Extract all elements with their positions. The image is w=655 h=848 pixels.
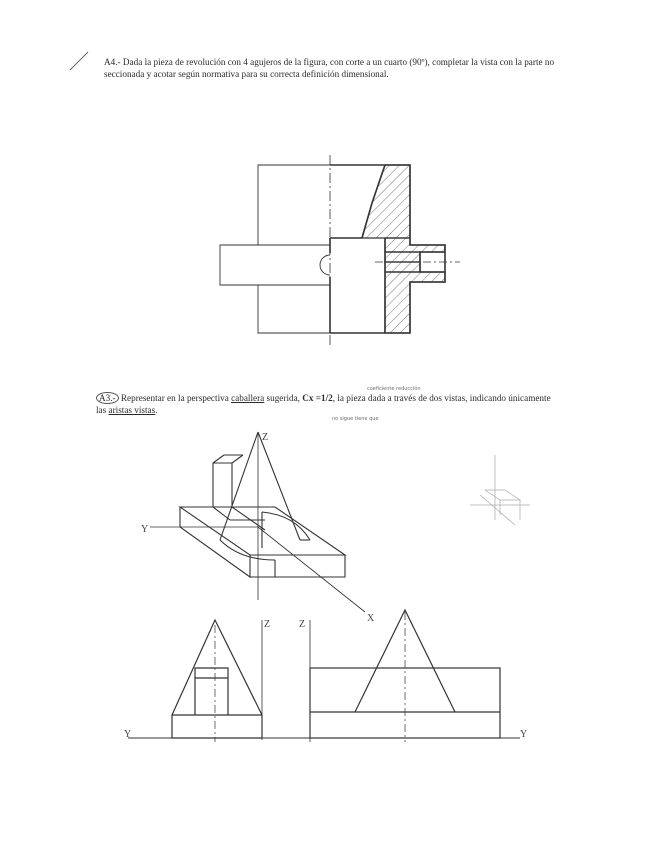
- front-view: [310, 610, 500, 742]
- label-z-front: Z: [299, 619, 306, 630]
- persp-back-block: [213, 455, 265, 530]
- label-x-persp: X: [367, 613, 375, 624]
- handwritten-note-bottom: no sigue tiene que: [332, 416, 379, 422]
- a4-section-drawing: [220, 155, 460, 345]
- pencil-stroke: [70, 52, 88, 70]
- exercise-a3-label: A3.-: [96, 392, 119, 404]
- exercise-a3-text-after: , la pieza dada a través de dos vistas, indicando únicamente las: [96, 393, 551, 415]
- exercise-a3-underlined-1: caballera: [231, 393, 265, 403]
- handwritten-note-top: coeficiente reducción: [367, 386, 421, 392]
- a4-hatch-upper-flange: [362, 165, 410, 238]
- a4-hatch-boss-upper: [385, 238, 445, 262]
- persp-x-axis: [258, 527, 365, 612]
- a4-left-half-outline: [220, 165, 330, 333]
- a3-two-views: [128, 610, 520, 742]
- label-y-bottom-right: Y: [520, 729, 528, 740]
- exercise-a3-text-end: .: [155, 404, 158, 415]
- label-y-persp: Y: [141, 524, 149, 535]
- label-z-persp: Z: [262, 432, 269, 443]
- a3-cavalier-perspective: [150, 432, 365, 612]
- side-view: [172, 620, 262, 742]
- exercise-a3-text-mid: sugerida,: [264, 393, 303, 403]
- a3-construction-sketch: [470, 455, 530, 525]
- label-z-side: Z: [264, 619, 271, 630]
- exercise-a3-underlined-2: aristas vistas: [108, 404, 156, 415]
- exercise-a4-text: Dada la pieza de revolución con 4 agujeros de la figura, con corte a un cuarto (90º), completar la vista con la parte no seccionada y acotar según normativa para su correcta definición dimensional.: [104, 57, 555, 79]
- label-y-bottom: Y: [124, 729, 132, 740]
- exercise-a3-coefficient: Cx =1/2: [302, 393, 333, 403]
- a4-hole-arc: [320, 255, 330, 275]
- exercise-a3-text-before: Representar en la perspectiva: [120, 393, 232, 403]
- exercise-a4-label: A4.-: [104, 57, 121, 67]
